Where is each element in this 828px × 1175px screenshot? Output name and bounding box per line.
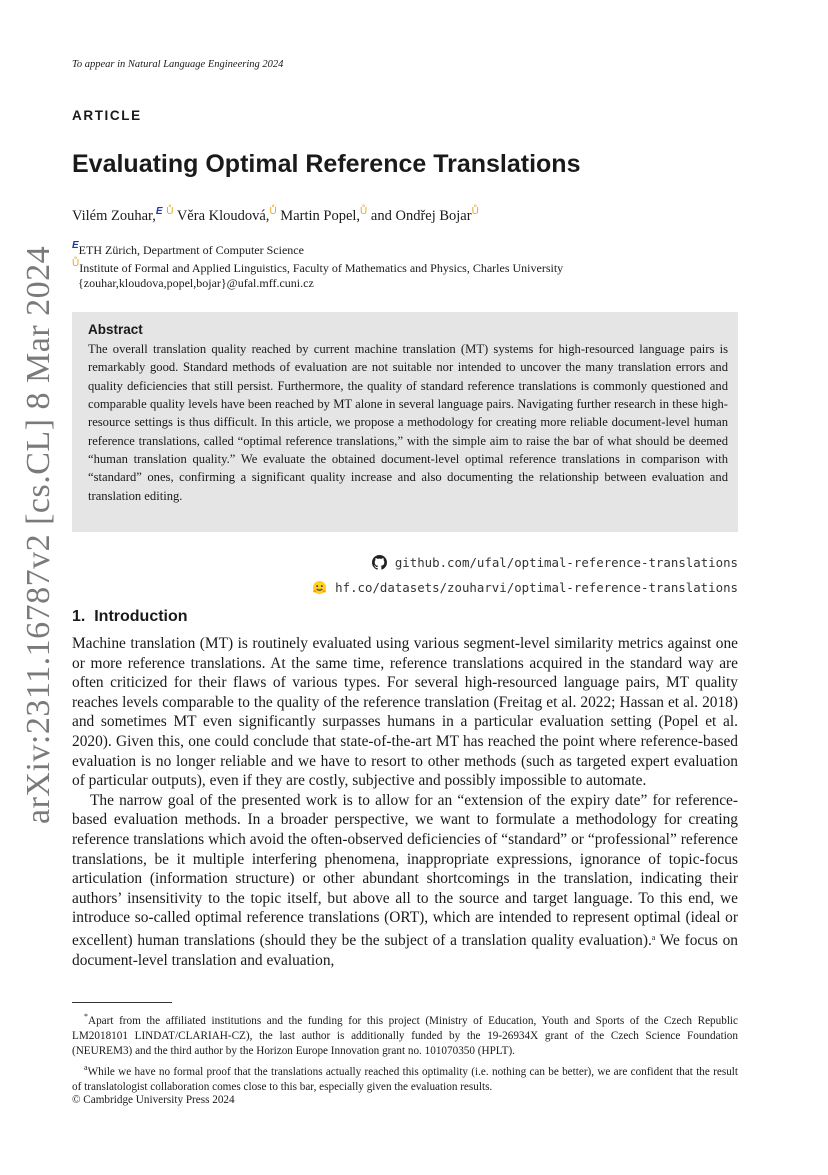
footnotes xyxy=(72,1009,738,1095)
footnote-text: Apart from the affiliated institutions and the funding for this project (Ministry of Education, Youth and Sports of the Czech Republic LM2018101 LINDAT/CLARIAH-CZ), the last author is additionally funded by the 19-26934X grant of the Czech Science Foundation (NEUREM3) and the third author by the Horizon Europe Innovation grant no. 101070350 (HPLT). xyxy=(72,1015,738,1058)
paragraph-1: Machine translation (MT) is routinely evaluated using various segment-level similarity metrics against one or more reference translations. At the same time, reference translations acquired in the standard way are often criticized for their flaws of various types. For several high-resourced language pairs, MT quality reaches levels comparable to the quality of the reference translation (Freitag et al. 2022; Hassan et al. 2018) and sometimes MT even significantly surpasses humans in a particular evaluation setting (Popel et al. 2020). Given this, one could conclude that state-of-the-art MT has reached the point where reference-based evaluation is no longer reliable and we have to resort to other methods (such as targeted expert evaluation of particular outputs), even if they are costly, subjective and possibly impossible to automate. xyxy=(72,635,738,790)
cuni-mark: Ů xyxy=(360,206,368,217)
github-link[interactable] xyxy=(372,555,738,570)
paragraph-2 xyxy=(72,791,738,970)
author-name: Věra Kloudová, xyxy=(176,208,270,224)
footnote-text: While we have no formal proof that the translations actually reached this optimality (i.e. nothing can be better), we are confident that the result of translatologist collaboration comes close to this bar, especially given the evaluation results. xyxy=(72,1065,738,1093)
affiliation-cuni xyxy=(72,258,563,276)
eth-mark: E xyxy=(155,206,163,217)
paragraph-2-text: The narrow goal of the presented work is to allow for an “extension of the expiry date” for reference-based evaluation methods. In a broader perspective, we want to formulate a methodology for creating reference translations which avoid the often-observed deficiencies of “standard” or “professional” reference translations, be it multiple interfering phenomena, inappropriate expressions, ignorance of topic-focus articulation (information structure) or other abundant shortcomings in the translation, indicating their authors’ insensitivity to the topic itself, but above all to the source and target language. To this end, we introduce so-called optimal reference translations (ORT), which are intended to represent optimal (ideal or excellent) human translations (should they be the subject of a translation quality evaluation). xyxy=(72,791,738,949)
huggingface-link[interactable] xyxy=(312,580,738,595)
section-heading xyxy=(72,608,188,626)
abstract-heading: Abstract xyxy=(88,322,143,337)
footnote-rule xyxy=(72,1002,172,1003)
huggingface-icon xyxy=(312,580,327,595)
footnote-mark: a xyxy=(84,1062,88,1072)
arxiv-identifier: arXiv:2311.16787v2 [cs.CL] 8 Mar 2024 xyxy=(20,245,57,824)
github-url: github.com/ufal/optimal-reference-translations xyxy=(394,555,738,570)
running-head: To appear in Natural Language Engineering 2024 xyxy=(72,59,284,70)
section-number: 1. xyxy=(72,608,86,625)
article-type: ARTICLE xyxy=(72,108,142,123)
cuni-mark: Ů xyxy=(269,206,277,217)
author-list xyxy=(72,206,479,225)
footnote-optimality xyxy=(72,1060,738,1095)
affiliation-text: ETH Zürich, Department of Computer Science xyxy=(78,243,304,257)
eth-mark: E xyxy=(72,240,79,251)
author-name: Vilém Zouhar, xyxy=(72,208,156,224)
body-text xyxy=(72,634,738,970)
affiliation-text: Institute of Formal and Applied Linguistics, Faculty of Mathematics and Physics, Charles University xyxy=(79,261,564,275)
github-icon xyxy=(372,555,387,570)
footnote-ref[interactable]: a xyxy=(651,932,656,942)
abstract-text: The overall translation quality reached by current machine translation (MT) systems for high-resourced language pairs is remarkably good. Standard methods of evaluation are not suitable nor intended to uncover the many translation errors and quality deficiencies that still persist. Furthermore, the quality of standard reference translations is commonly questioned and comparable quality levels have been reached by MT alone in several language pairs. Navigating further research in these high-resource settings is thus difficult. In this article, we propose a methodology for creating more reliable document-level human reference translations, called “optimal reference translations,” with the simple aim to raise the bar of what should be deemed “human translation quality.” We evaluate the obtained document-level optimal reference translations in comparison with “standard” ones, confirming a significant quality increase and also documenting the relationship between evaluation and translation editing. xyxy=(88,342,728,503)
cuni-mark: Ů xyxy=(471,206,479,217)
author-name: Martin Popel, xyxy=(280,208,361,224)
email-addresses[interactable]: {zouhar,kloudova,popel,bojar}@ufal.mff.cuni.cz xyxy=(78,276,314,290)
cuni-mark: Ů xyxy=(166,206,174,217)
paragraph-2-continued: We focus on document-level translation and evaluation, xyxy=(72,931,738,969)
huggingface-url: hf.co/datasets/zouharvi/optimal-reference-translations xyxy=(335,580,738,595)
cuni-mark: Ů xyxy=(72,258,80,269)
section-title: Introduction xyxy=(94,608,188,625)
copyright: © Cambridge University Press 2024 xyxy=(72,1094,235,1106)
paper-title: Evaluating Optimal Reference Translations xyxy=(72,150,581,178)
footnote-mark: * xyxy=(84,1012,88,1021)
footnote-funding xyxy=(72,1009,738,1060)
affiliation-eth xyxy=(72,240,304,258)
author-name: and Ondřej Bojar xyxy=(370,208,472,224)
